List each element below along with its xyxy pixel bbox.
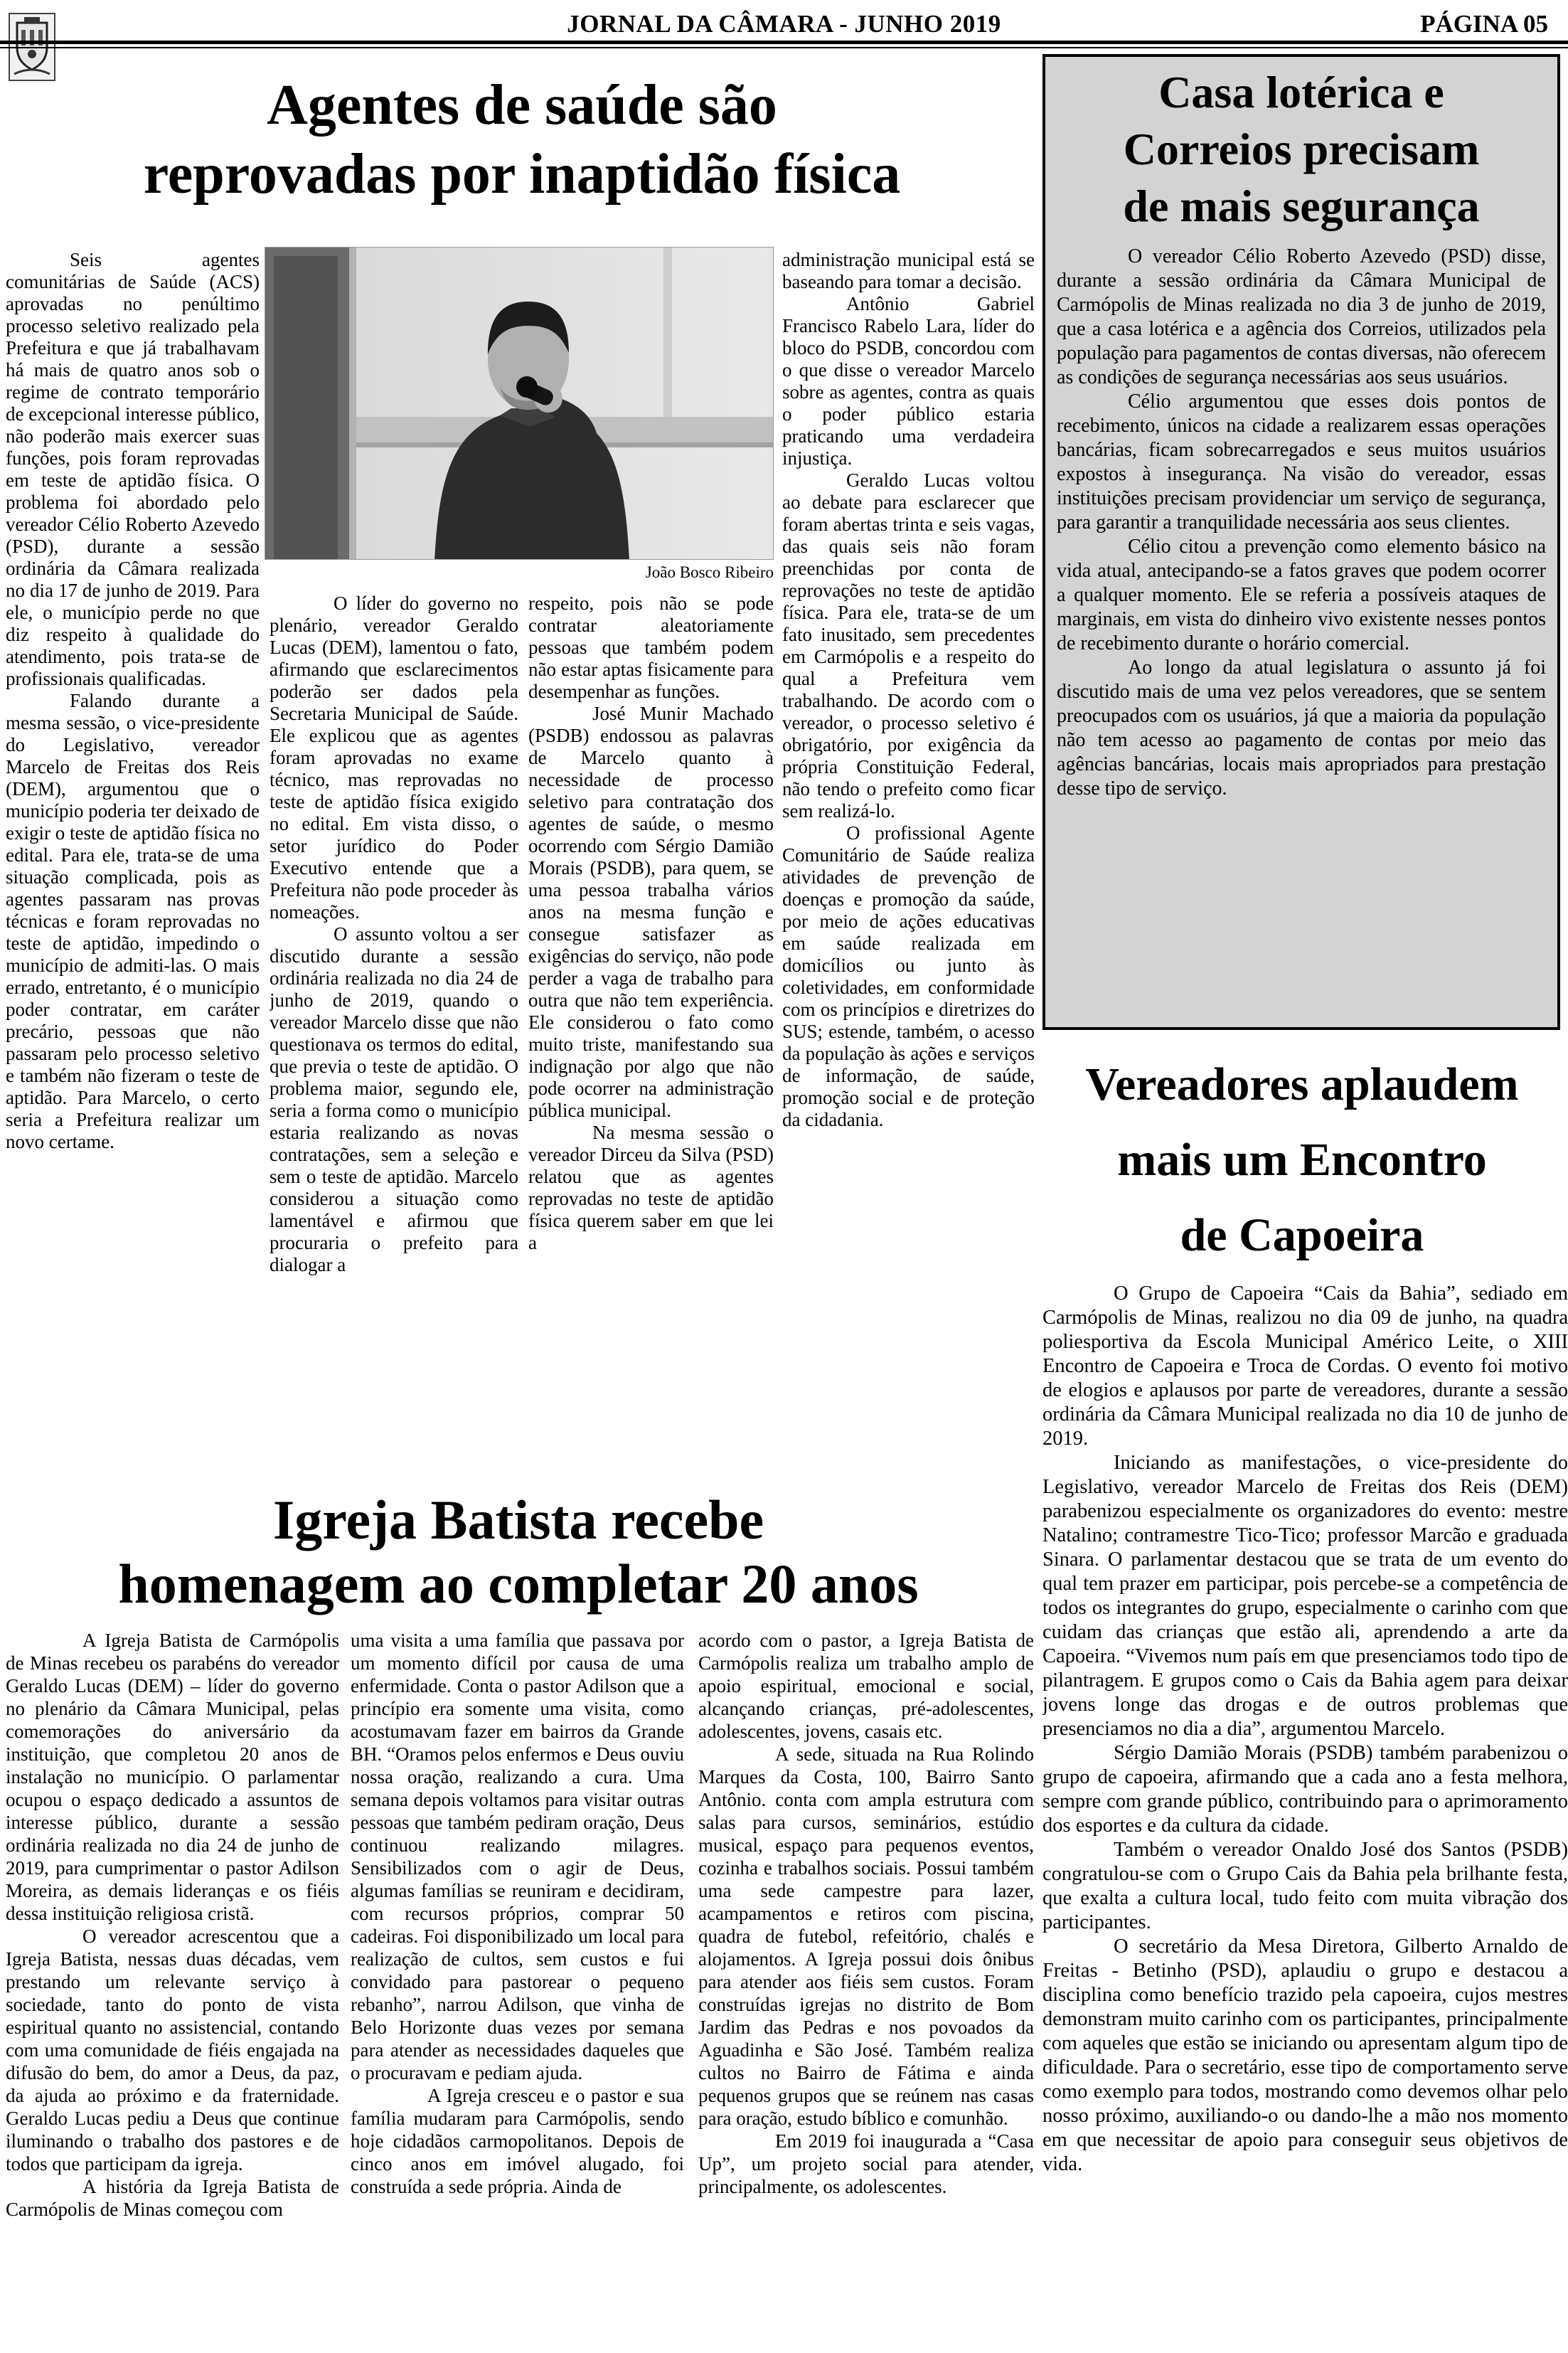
paragraph: Antônio Gabriel Francisco Rabelo Lara, líder do bloco do PSDB, concordou com o que disse o vereador Marcelo sobre as agentes, contra as quais o poder público estaria praticando uma verdadeira injustiça. <box>782 293 1035 469</box>
paragraph: administração municipal está se baseando para tomar a decisão. <box>782 249 1035 292</box>
headline-line: Correios precisam <box>1123 124 1480 174</box>
headline-line: de mais segurança <box>1123 181 1480 231</box>
paragraph: Célio argumentou que esses dois pontos de recebimento, únicos na cidade a realizarem essas operações bancárias, ficam sobrecarregados e seus muitos usuários expostos à insegurança. Na visão do vereador, essas instituições precisam providenciar um serviço de segurança, para garantir a tranquilidade necessária aos seus clientes. <box>1057 391 1546 533</box>
article-photo <box>265 247 774 560</box>
photo-credit: João Bosco Ribeiro <box>645 563 774 581</box>
paragraph: Também o vereador Onaldo José dos Santos (PSDB) congratulou-se com o Grupo Cais da Bahia pela brilhante festa, que exalta a cultura local, tudo feito com muita vibração dos participantes. <box>1042 1839 1568 1933</box>
main-article-column-4 <box>782 249 1035 1503</box>
paragraph: Célio citou a prevenção como elemento básico na vida atual, antecipando-se a fatos graves que podem ocorrer a qualquer momento. Ele se referia a possíveis ataques de marginais, em vista do dinheiro vivo existente nesses pontos de recebimento durante o horário comercial. <box>1057 536 1546 654</box>
paragraph: O secretário da Mesa Diretora, Gilberto Arnaldo de Freitas - Betinho (PSD), aplaudiu o grupo e destacou a disciplina como benefício trazido pela capoeira, cujos mestres demonstram muito carinho com os participantes, principalmente com aqueles que estão se iniciando ou apresentam algum tipo de dificuldade. Para o secretário, esse tipo de comportamento serve como exemplo para todos, mostrando como devemos olhar pelo nosso próximo, auxiliando-o ou dando-lhe a mão nos momento em que necessitar de apoio para conseguir seus objetivos de vida. <box>1042 1935 1568 2175</box>
paragraph: José Munir Machado (PSDB) endossou as palavras de Marcelo quanto à necessidade de processo seletivo para contratação dos agentes de saúde, o mesmo ocorrendo com Sérgio Damião Morais (PSDB), para quem, se uma pessoa trabalha vários anos na mesma função e consegue satisfazer as exigências do serviço, não pode perder a vaga de trabalho para outra que não tem experiência. Ele considerou o fato como muito triste, manifestando sua indignação por algo que não pode ocorrer na administração pública municipal. <box>528 703 774 1121</box>
paragraph: A história da Igreja Batista de Carmópolis de Minas começou com <box>6 2176 339 2220</box>
capoeira-article-headline <box>1042 1047 1562 1273</box>
paragraph: respeito, pois não se pode contratar aleatoriamente pessoas que também podem não estar aptas fisicamente para desempenhar as funções. <box>528 593 774 702</box>
paragraph: Sérgio Damião Morais (PSDB) também parabenizou o grupo de capoeira, afirmando que a cada ano a festa melhora, sempre com grande público, contribuindo para o aprimoramento dos esportes e da cultura da cidade. <box>1042 1742 1568 1837</box>
speaker-with-microphone-illustration <box>265 248 774 560</box>
headline-line: Vereadores aplaudem <box>1085 1058 1519 1110</box>
paragraph: O profissional Agente Comunitário de Saúde realiza atividades de prevenção de doenças e promoção da saúde, por meio de ações educativas em saúde realizada em domicílios ou junto às coletividades, em conformidade com os princípios e diretrizes do SUS; estende, também, o acesso da população às ações e serviços de informação, de saúde, promoção social e de proteção da cidadania. <box>782 822 1035 1130</box>
headline-line: mais um Encontro <box>1117 1134 1487 1186</box>
main-article-headline <box>7 71 1037 209</box>
paragraph: Na mesma sessão o vereador Dirceu da Silva (PSD) relatou que as agentes reprovadas no teste de aptidão física querem saber em que lei a <box>528 1122 774 1253</box>
paragraph: Iniciando as manifestações, o vice-presidente do Legislativo, vereador Marcelo de Freitas dos Reis (DEM) parabenizou especialmente os organizadores do evento: mestre Natalino; contramestre Tico-Tico; professor Marcão e graduada Sinara. O parlamentar destacou que se trata de um evento do qual tem prazer em participar, pois percebe-se a competência de todos os integrantes do grupo, especialmente o carinho com que cuidam das crianças que estão ali, aprendendo a arte da Capoeira. “Vivemos num país em que presenciamos todo tipo de pilantragem. E grupos como o Cais da Bahia agem para deixar jovens longe das drogas e de outros problemas que presenciamos no dia a dia”, argumentou Marcelo. <box>1042 1452 1568 1740</box>
boxed-article <box>1042 54 1560 1030</box>
newspaper-masthead: JORNAL DA CÂMARA - JUNHO 2019 <box>567 10 1001 38</box>
main-article-column-3 <box>528 593 774 1503</box>
church-article-headline <box>0 1488 1037 1616</box>
paragraph: Ao longo da atual legislatura o assunto já foi discutido mais de uma vez pelos vereadores, que se sentem preocupados com os usuários, já que a maioria da população não tem acesso ao pagamento de contas por meio das agências bancárias, locais mais apropriados para prestação desse tipo de serviço. <box>1057 657 1546 800</box>
headline-line: Casa lotérica e <box>1158 67 1444 117</box>
paragraph: O líder do governo no plenário, vereador Geraldo Lucas (DEM), lamentou o fato, afirmando que esclarecimentos poderão ser dados pela Secretaria Municipal de Saúde. Ele explicou que as agentes foram aprovadas no exame técnico, mas reprovadas no teste de aptidão física exigido no edital. Em vista disso, o setor jurídico do Poder Executivo entende que a Prefeitura não pode proceder às nomeações. <box>270 593 518 923</box>
main-article-column-1 <box>6 249 260 1503</box>
paragraph: Falando durante a mesma sessão, o vice-presidente do Legislativo, vereador Marcelo de Freitas dos Reis (DEM), argumentou que o município poderia ter deixado de exigir o teste de aptidão física no edital. Para ele, trata-se de uma situação complicada, pois as agentes passaram nas provas técnicas e foram reprovadas no teste de aptidão, impedindo o município de admiti-las. O mais errado, entretanto, é o município poder contratar, em caráter precário, pessoas que não passaram pelo processo seletivo e também não fizeram o teste de aptidão. Para Marcelo, o certo seria a Prefeitura realizar um novo certame. <box>6 690 260 1152</box>
church-article-column-1 <box>6 1629 339 2344</box>
paragraph: Seis agentes comunitárias de Saúde (ACS) aprovadas no penúltimo processo seletivo realizado pela Prefeitura e que já trabalhavam há mais de quatro anos sob o regime de contrato temporário de excepcional interesse público, não poderão mais exercer suas funções, pois foram reprovadas em teste de aptidão física. O problema foi abordado pelo vereador Célio Roberto Azevedo (PSD), durante a sessão ordinária da Câmara realizada no dia 17 de junho de 2019. Para ele, o município perde no que diz respeito à qualidade do atendimento, pois trata-se de profissionais qualificadas. <box>6 249 260 689</box>
paragraph: O assunto voltou a ser discutido durante a sessão ordinária realizada no dia 24 de junho de 2019, quando o vereador Marcelo disse que não questionava os termos do edital, que previa o teste de aptidão. O problema maior, segundo ele, seria a forma como o município estaria realizando as novas contratações, sem a seleção e sem o teste de aptidão. Marcelo considerou a situação como lamentável e afirmou que procuraria o prefeito para dialogar a <box>270 923 518 1275</box>
headline-line: homenagem ao completar 20 anos <box>118 1553 919 1615</box>
main-article-column-2 <box>270 593 518 1503</box>
paragraph: Geraldo Lucas voltou ao debate para esclarecer que foram abertas trinta e seis vagas, das quais seis não foram preenchidas por conta de reprovações no teste de aptidão física. Para ele, trata-se de um fato inusitado, sem precedentes em Carmópolis e a respeito do qual a Prefeitura vem trabalhando. De acordo com o vereador, o processo seletivo é obrigatório, por exigência da própria Constituição Federal, não tendo o prefeito como ficar sem realizá-lo. <box>782 469 1035 822</box>
paragraph: Em 2019 foi inaugurada a “Casa Up”, um projeto social para atender, principalmente, os adolescentes. <box>698 2130 1034 2197</box>
headline-line: de Capoeira <box>1180 1209 1424 1261</box>
paragraph: A sede, situada na Rua Rolindo Marques da Costa, 100, Bairro Santo Antônio. conta com ampla estrutura com salas para cursos, seminários, estúdio musical, espaço para pequenos eventos, cozinha e trabalhos sociais. Possui também uma sede campestre para lazer, acampamentos e retiros com piscina, quadra de futebol, refeitório, chalés e alojamentos. A Igreja possui dois ônibus para atender aos fiéis sem custos. Foram construídas igrejas no distrito de Bom Jardim das Pedras e nos povoados da Aguadinha e São José. Também realiza cultos no Bairro de Fátima e ainda pequenos grupos que se reúnem nas casas para oração, estudo bíblico e comunhão. <box>698 1743 1034 2129</box>
paragraph: A Igreja cresceu e o pastor e sua família mudaram para Carmópolis, sendo hoje cidadãos carmopolitanos. Depois de cinco anos em imóvel alugado, foi construída a sede própria. Ainda de <box>351 2085 684 2197</box>
headline-line: reprovadas por inaptidão física <box>143 143 901 206</box>
capoeira-article-body <box>1042 1282 1568 2345</box>
paragraph: O vereador Célio Roberto Azevedo (PSD) disse, durante a sessão ordinária da Câmara Municipal de Carmópolis de Minas realizada no dia 3 de junho de 2019, que a casa lotérica e a agência dos Correios, utilizados pela população para pagamentos de contas diversas, não oferecem as condições de segurança necessárias aos seus usuários. <box>1057 245 1546 388</box>
paragraph: O Grupo de Capoeira “Cais da Bahia”, sediado em Carmópolis de Minas, realizou no dia 09 de junho, na quadra poliesportiva da Escola Municipal Américo Leite, o XIII Encontro de Capoeira e Troca de Cordas. O evento foi motivo de elogios e aplausos por parte de vereadores, durante a sessão ordinária da Câmara Municipal realizada no dia 10 de junho de 2019. <box>1042 1282 1568 1450</box>
boxed-article-body <box>1057 245 1546 801</box>
paragraph: uma visita a uma família que passava por um momento difícil por causa de uma enfermidade. Conta o pastor Adilson que a princípio era somente uma visita, como acostumavam fazer em bairros da Grande BH. “Oramos pelos enfermos e Deus ouviu nossa oração, realizando a cura. Uma semana depois voltamos para visitar outras pessoas que também pediram oração, Deus continuou realizando milagres. Sensibilizados com o agir de Deus, algumas famílias se reuniram e decidiram, com recursos próprios, comprar 50 cadeiras. Foi disponibilizado um local para realização de cultos, sem custos e fui convidado para pastorear o pequeno rebanho”, narrou Adilson, que vinha de Belo Horizonte duas vezes por semana para atender as necessidades daqueles que o procuravam e pediam ajuda. <box>351 1630 684 2083</box>
paragraph: A Igreja Batista de Carmópolis de Minas recebeu os parabéns do vereador Geraldo Lucas (DEM) – líder do governo no plenário da Câmara Municipal, pelas comemorações do aniversário da instituição, que completou 20 anos de instalação no município. O parlamentar ocupou o espaço dedicado a assuntos de interesse público, durante a sessão ordinária realizada no dia 24 de junho de 2019, para cumprimentar o pastor Adilson Moreira, as demais lideranças e os fiéis dessa instituição religiosa cristã. <box>6 1630 339 1924</box>
headline-line: Igreja Batista recebe <box>272 1489 764 1551</box>
church-article-column-2 <box>351 1629 684 2344</box>
paragraph: acordo com o pastor, a Igreja Batista de Carmópolis realiza um trabalho amplo de apoio espiritual, emocional e social, alcançando crianças, pré-adolescentes, adolescentes, jovens, casais etc. <box>698 1630 1034 1742</box>
boxed-article-headline <box>1057 64 1546 235</box>
header-rule <box>0 41 1568 48</box>
church-article-column-3 <box>698 1629 1034 2344</box>
page-number: PÁGINA 05 <box>1420 10 1548 38</box>
paragraph: O vereador acrescentou que a Igreja Batista, nessas duas décadas, vem prestando um relevante serviço à sociedade, tanto do ponto de vista espiritual quanto no assistencial, contando com uma comunidade de fiéis engajada na difusão do bem, do amor a Deus, da paz, da ajuda ao próximo e da fraternidade. Geraldo Lucas pediu a Deus que continue iluminando o trabalho dos pastores e de todos que participam da igreja. <box>6 1926 339 2174</box>
headline-line: Agentes de saúde são <box>267 74 777 137</box>
